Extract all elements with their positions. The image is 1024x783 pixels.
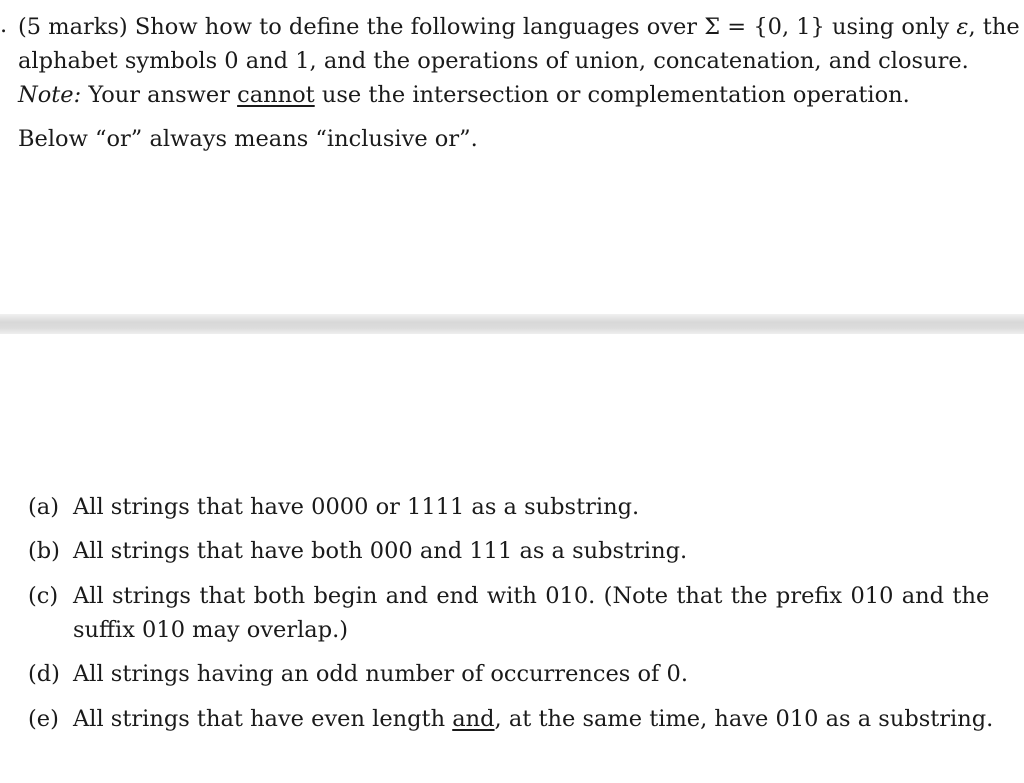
equals-sign: = bbox=[720, 14, 754, 40]
part-c-text: All strings that both begin and end with 010. (Note that the prefix 010 and the bbox=[73, 583, 990, 609]
part-d-label: (d) bbox=[28, 661, 60, 687]
part-e-label: (e) bbox=[28, 706, 59, 732]
question-line-2: alphabet symbols 0 and 1, and the operations of union, concatenation, and closure. bbox=[18, 48, 969, 74]
question-line-1 bbox=[18, 12, 1020, 42]
sigma-symbol: Σ bbox=[704, 14, 721, 40]
part-b-text: All strings that have both 000 and 111 as a substring. bbox=[73, 538, 688, 564]
note-after-text: use the intersection or complementation operation. bbox=[314, 82, 910, 108]
and-underlined: and bbox=[452, 706, 495, 732]
question-line-3 bbox=[18, 80, 910, 110]
question-number-stub: . bbox=[0, 12, 8, 38]
part-c-label: (c) bbox=[28, 583, 59, 609]
part-e-text-before: All strings that have even length bbox=[73, 706, 453, 732]
question-line-4: Below “or” always means “inclusive or”. bbox=[18, 126, 478, 152]
part-e-text-after: , at the same time, have 010 as a substring. bbox=[494, 706, 994, 732]
document-page-bottom bbox=[0, 334, 1024, 783]
part-e-text bbox=[73, 704, 993, 734]
alphabet-set: {0, 1} bbox=[753, 14, 825, 40]
note-before-text: Your answer bbox=[81, 82, 238, 108]
part-a-label: (a) bbox=[28, 494, 59, 520]
part-a-text: All strings that have 0000 or 1111 as a substring. bbox=[73, 494, 640, 520]
page-separator bbox=[0, 314, 1024, 334]
the-text: , the bbox=[968, 14, 1020, 40]
epsilon-symbol: ε bbox=[956, 14, 969, 40]
part-d-text: All strings having an odd number of occurrences of 0. bbox=[73, 661, 688, 687]
note-label: Note: bbox=[18, 82, 82, 108]
using-only-text: using only bbox=[824, 14, 957, 40]
cannot-underlined: cannot bbox=[237, 82, 315, 108]
part-c-text-continued: suffix 010 may overlap.) bbox=[73, 617, 349, 643]
document-page-top bbox=[0, 0, 1024, 314]
part-b-label: (b) bbox=[28, 538, 60, 564]
question-marks-text: (5 marks) Show how to define the following languages over bbox=[18, 14, 705, 40]
